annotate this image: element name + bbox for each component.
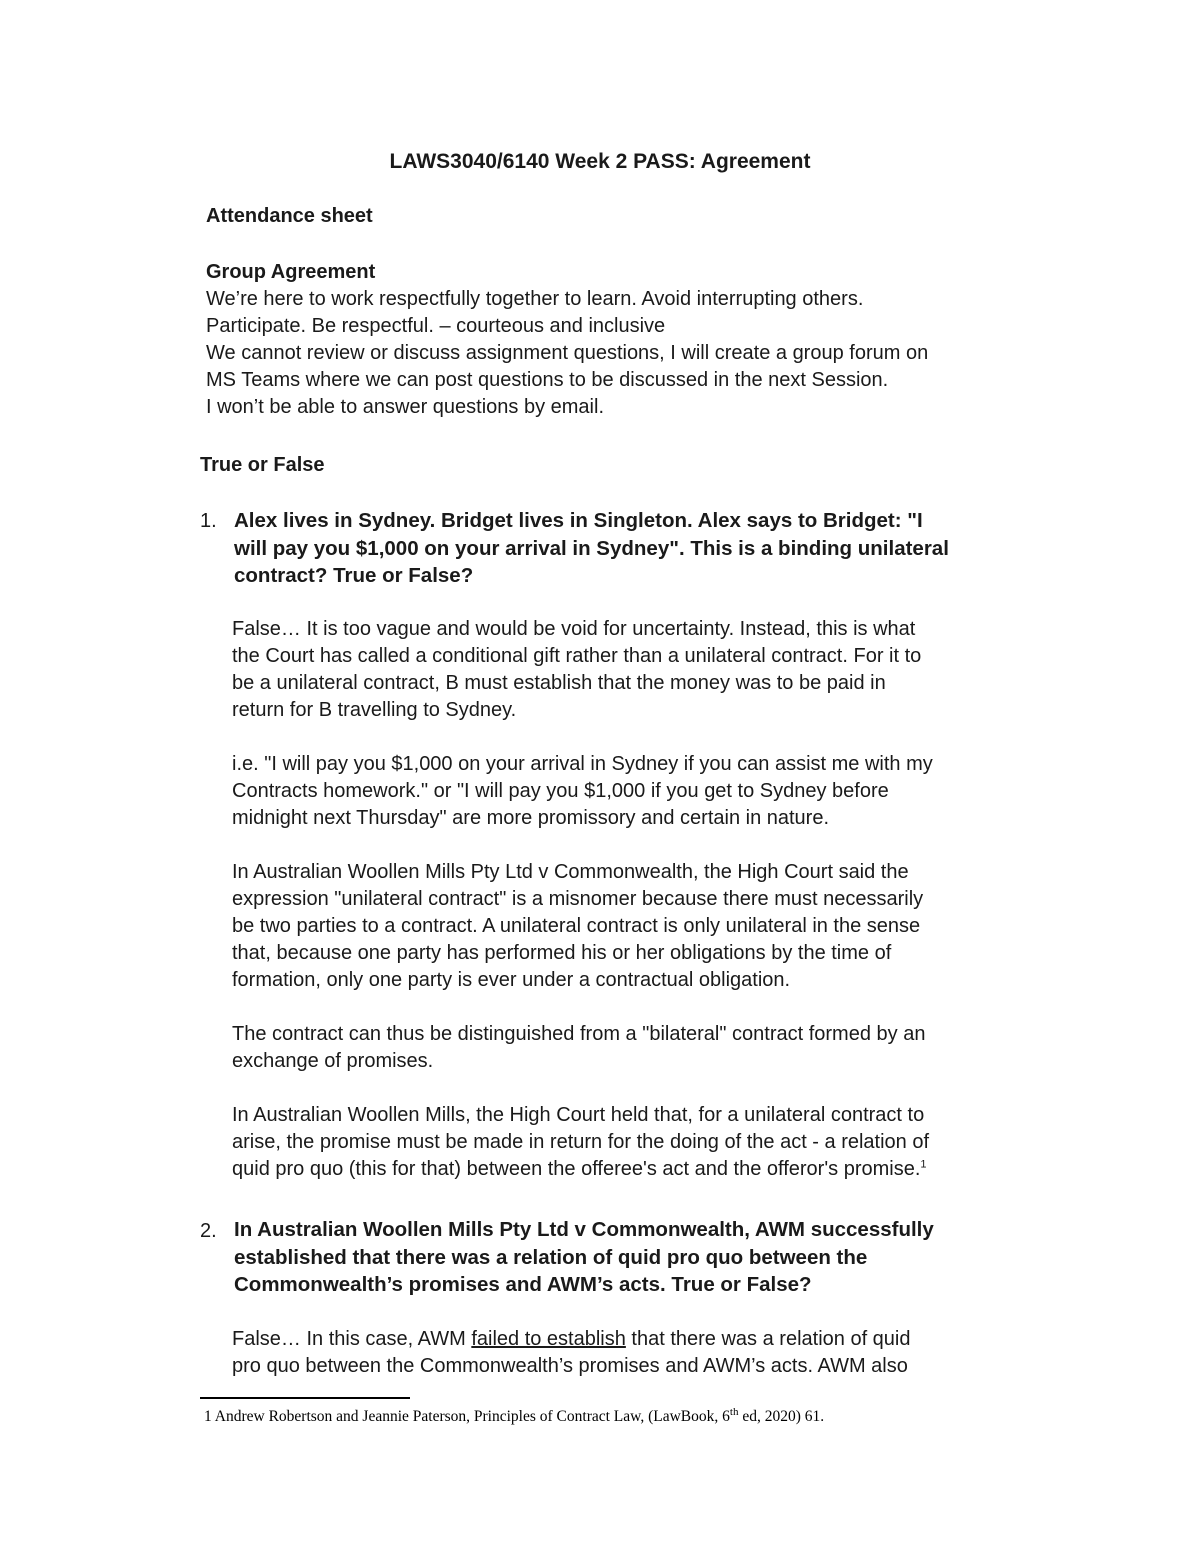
group-agreement-line: Participate. Be respectful. – courteous and inclusive: [206, 315, 666, 337]
answer-line: pro quo between the Commonwealth’s promises and AWM’s acts. AWM also: [232, 1355, 908, 1377]
answer-2: [232, 1326, 911, 1380]
footnote-reference: 1: [920, 1158, 927, 1171]
attendance-heading: Attendance sheet: [206, 205, 373, 227]
answer-paragraph: The contract can thus be distinguished from a "bilateral" contract formed by an exchange of promises.: [232, 1023, 926, 1072]
group-agreement-line: I won’t be able to answer questions by email.: [206, 396, 604, 418]
answer-paragraph: False… It is too vague and would be void for uncertainty. Instead, this is what the Court has called a conditional gift rather than a unilateral contract. For it to be a unilateral contract, B must establish that the money was to be paid in return for B travelling to Sydney.: [232, 618, 922, 721]
document-title: LAWS3040/6140 Week 2 PASS: Agreement: [389, 150, 811, 173]
group-agreement-line: We cannot review or discuss assignment questions, I will create a group forum on: [206, 342, 929, 364]
group-agreement-heading: Group Agreement: [206, 261, 376, 283]
group-agreement-section: [206, 259, 928, 421]
question-line: established that there was a relation of quid pro quo between the: [234, 1245, 868, 1269]
question-number: 2.: [200, 1220, 217, 1242]
question-number: 1.: [200, 510, 217, 532]
question-line: Commonwealth’s promises and AWM’s acts. True or False?: [234, 1273, 812, 1296]
true-false-heading: True or False: [200, 454, 325, 476]
footnote-divider: [200, 1397, 410, 1399]
question-line: contract? True or False?: [234, 564, 474, 587]
answer-paragraph: In Australian Woollen Mills Pty Ltd v Commonwealth, the High Court said the expression "unilateral contract" is a misnomer because there must necessarily be two parties to a contract. A unilateral contract is only unilateral in the sense that, because one party has performed his or her obligations by the time of formation, only one party is ever under a contractual obligation.: [232, 861, 924, 991]
group-agreement-line: MS Teams where we can post questions to be discussed in the next Session.: [206, 369, 889, 391]
answer-1: [232, 616, 933, 1210]
question-1: [234, 507, 949, 590]
question-2: [234, 1216, 934, 1299]
answer-paragraph: i.e. "I will pay you $1,000 on your arrival in Sydney if you can assist me with my Contracts homework." or "I will pay you $1,000 if you get to Sydney before midnight next Thursday" are more promissory and certain in nature.: [232, 753, 933, 829]
footnote: 1 Andrew Robertson and Jeannie Paterson, Principles of Contract Law, (LawBook, 6th ed, 2020) 61.: [204, 1405, 825, 1425]
answer-line: False… In this case, AWM failed to establish that there was a relation of quid: [232, 1328, 911, 1350]
question-line: will pay you $1,000 on your arrival in Sydney". This is a binding unilateral: [234, 536, 949, 560]
group-agreement-line: We’re here to work respectfully together to learn. Avoid interrupting others.: [206, 288, 864, 310]
answer-paragraph: In Australian Woollen Mills, the High Court held that, for a unilateral contract to arise, the promise must be made in return for the doing of the act - a relation of quid pro quo (this for that) between the offeree's act and the offeror's promise.$^1$: [232, 1104, 930, 1180]
underlined-text: failed to establish: [471, 1328, 626, 1350]
question-line: Alex lives in Sydney. Bridget lives in Singleton. Alex says to Bridget: "I: [234, 509, 923, 532]
question-line: In Australian Woollen Mills Pty Ltd v Commonwealth, AWM successfully: [234, 1218, 934, 1241]
